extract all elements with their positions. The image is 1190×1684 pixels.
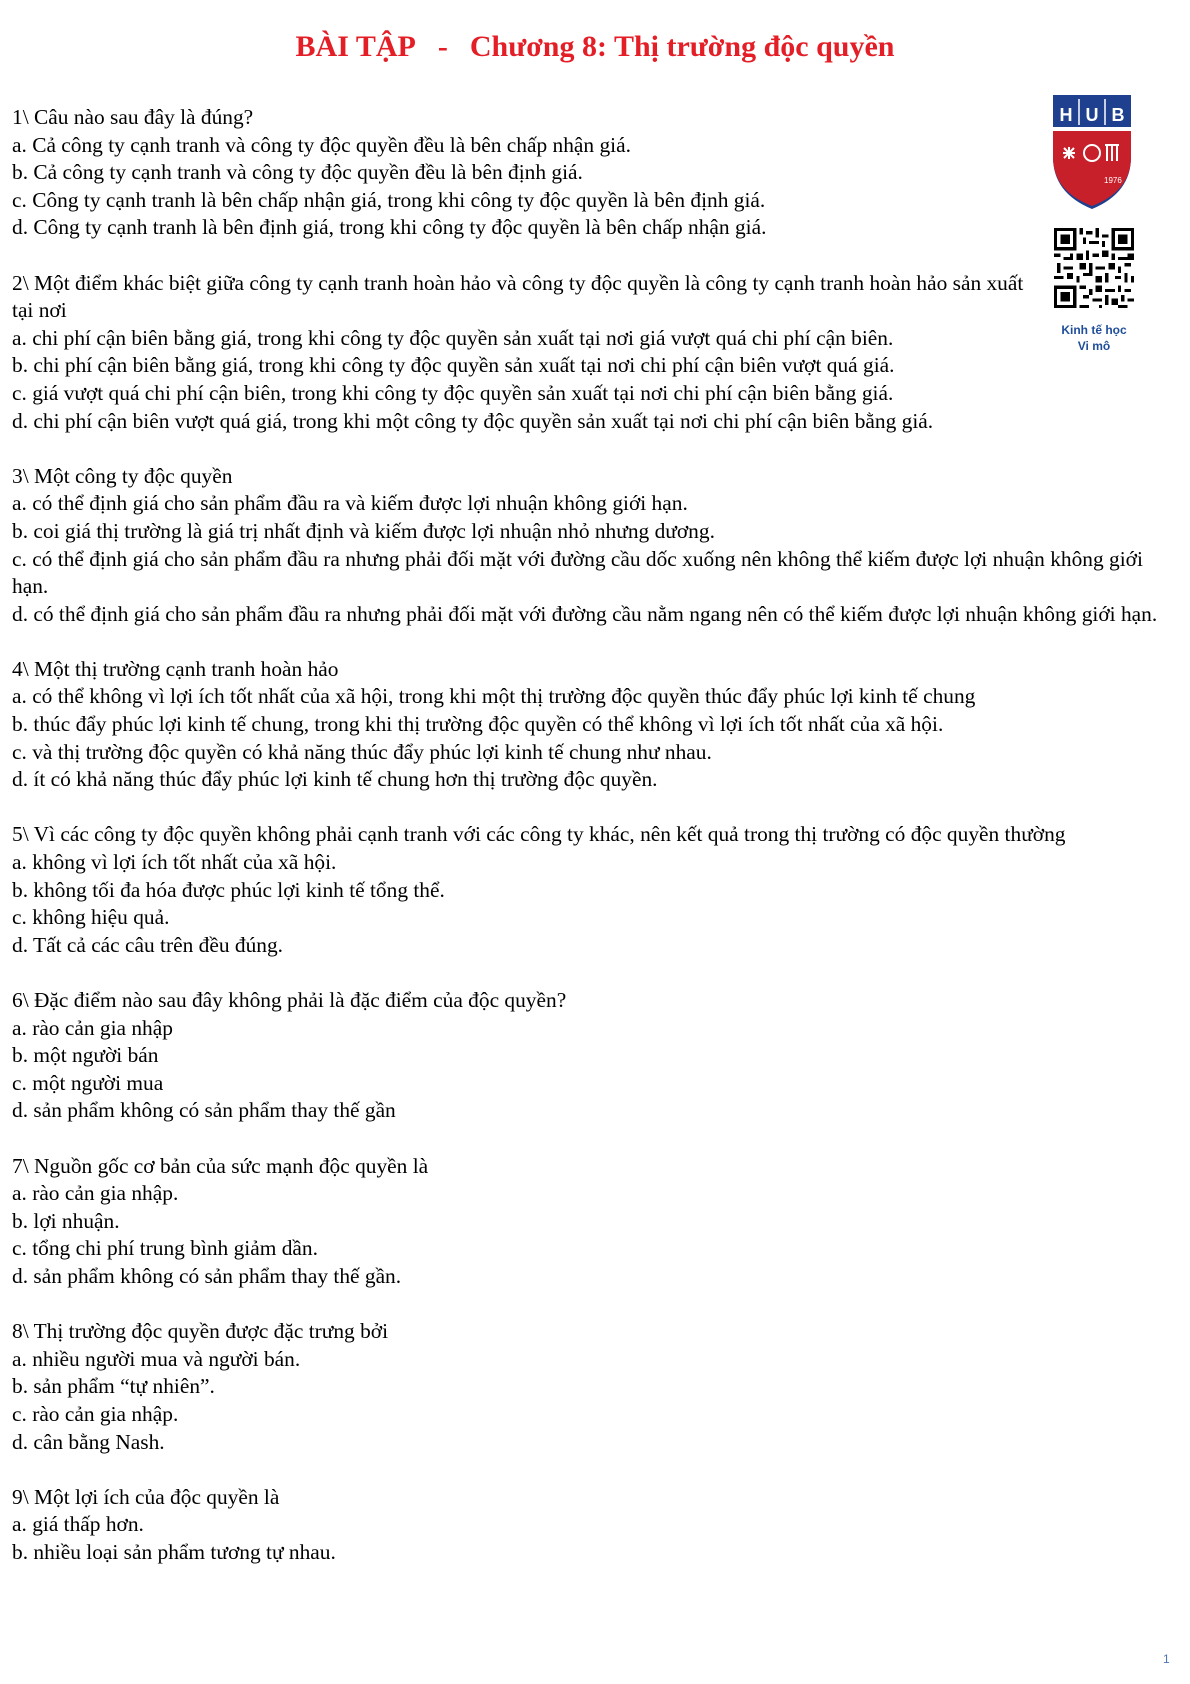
question-9 <box>12 1484 1180 1567</box>
option-c: c. rào cản gia nhập. <box>12 1401 179 1426</box>
option-c: c. Công ty cạnh tranh là bên chấp nhận giá, trong khi công ty độc quyền là bên định giá. <box>12 187 766 212</box>
option-d: d. sản phẩm không có sản phẩm thay thế gần <box>12 1098 396 1123</box>
page-number: 1 <box>1163 1652 1170 1666</box>
question-1 <box>12 104 1180 242</box>
option-a: a. có thể không vì lợi ích tốt nhất của xã hội, trong khi một thị trường độc quyền thúc đẩy phúc lợi kinh tế chung <box>12 684 976 709</box>
title-part2: Chương 8: Thị trường độc quyền <box>469 30 895 63</box>
option-d: d. ít có khả năng thúc đẩy phúc lợi kinh tế chung hơn thị trường độc quyền. <box>12 767 658 792</box>
question-stem: 7\ Nguồn gốc cơ bản của sức mạnh độc quyền là <box>12 1153 429 1178</box>
logo-letter-b: B <box>1111 105 1125 125</box>
option-b: b. thúc đẩy phúc lợi kinh tế chung, trong khi thị trường độc quyền có thể không vì lợi ích tốt nhất của xã hội. <box>12 712 944 737</box>
question-7 <box>12 1153 1180 1291</box>
qr-caption-line2: Vi mô <box>1077 339 1111 353</box>
title-part1: BÀI TẬP <box>295 30 416 63</box>
option-b: b. chi phí cận biên bằng giá, trong khi công ty độc quyền sản xuất tại nơi chi phí cận biên vượt quá giá. <box>12 353 895 378</box>
question-4 <box>12 656 1180 794</box>
qr-caption-line1: Kinh tế học <box>1061 323 1127 337</box>
option-a: a. chi phí cận biên bằng giá, trong khi công ty độc quyền sản xuất tại nơi giá vượt quá chi phí cận biên. <box>12 325 894 350</box>
logo-letter-u: U <box>1085 105 1099 125</box>
option-c: c. giá vượt quá chi phí cận biên, trong khi công ty độc quyền sản xuất tại nơi chi phí cận biên bằng giá. <box>12 380 894 405</box>
logo-letter-h: H <box>1059 105 1073 125</box>
question-2 <box>12 270 1180 436</box>
question-list <box>12 104 1180 1594</box>
option-b: b. Cả công ty cạnh tranh và công ty độc quyền đều là bên định giá. <box>12 160 583 185</box>
option-b: b. một người bán <box>12 1043 159 1068</box>
option-b: b. sản phẩm “tự nhiên”. <box>12 1374 215 1399</box>
option-a: a. rào cản gia nhập. <box>12 1181 179 1206</box>
question-6 <box>12 987 1180 1125</box>
title-separator: - <box>437 30 448 63</box>
option-b: b. coi giá thị trường là giá trị nhất định và kiếm được lợi nhuận nhỏ nhưng dương. <box>12 518 715 543</box>
question-stem: 8\ Thị trường độc quyền được đặc trưng bởi <box>12 1319 389 1344</box>
page-title <box>0 30 1190 64</box>
question-stem: 1\ Câu nào sau đây là đúng? <box>12 105 254 129</box>
option-c: c. tổng chi phí trung bình giảm dần. <box>12 1236 318 1261</box>
option-d: d. Tất cả các câu trên đều đúng. <box>12 932 284 957</box>
option-c: c. và thị trường độc quyền có khả năng thúc đẩy phúc lợi kinh tế chung như nhau. <box>12 739 712 764</box>
option-c: c. một người mua <box>12 1070 164 1095</box>
option-b: b. nhiều loại sản phẩm tương tự nhau. <box>12 1539 336 1564</box>
question-8 <box>12 1318 1180 1456</box>
option-a: a. có thể định giá cho sản phẩm đầu ra và kiếm được lợi nhuận không giới hạn. <box>12 491 688 516</box>
option-a: a. Cả công ty cạnh tranh và công ty độc quyền đều là bên chấp nhận giá. <box>12 132 631 157</box>
question-stem: 5\ Vì các công ty độc quyền không phải cạnh tranh với các công ty khác, nên kết quả trong thị trường có độc quyền thường <box>12 822 1066 847</box>
logo-year: 1976 <box>1104 176 1122 185</box>
option-d: d. chi phí cận biên vượt quá giá, trong khi một công ty độc quyền sản xuất tại nơi chi phí cận biên bằng giá. <box>12 408 934 433</box>
question-stem: 4\ Một thị trường cạnh tranh hoàn hảo <box>12 656 339 681</box>
option-b: b. lợi nhuận. <box>12 1208 120 1233</box>
question-3 <box>12 463 1180 629</box>
option-d: d. Công ty cạnh tranh là bên định giá, trong khi công ty độc quyền là bên chấp nhận giá. <box>12 215 767 240</box>
option-d: d. cân bằng Nash. <box>12 1429 165 1454</box>
option-c: c. có thể định giá cho sản phẩm đầu ra nhưng phải đối mặt với đường cầu dốc xuống nên không thể kiếm được lợi nhuận không giới hạn. <box>12 546 1143 599</box>
option-c: c. không hiệu quả. <box>12 905 170 930</box>
option-a: a. không vì lợi ích tốt nhất của xã hội. <box>12 850 337 875</box>
option-a: a. giá thấp hơn. <box>12 1512 144 1537</box>
option-b: b. không tối đa hóa được phúc lợi kinh tế tổng thể. <box>12 877 445 902</box>
option-a: a. nhiều người mua và người bán. <box>12 1346 301 1371</box>
option-d: d. sản phẩm không có sản phẩm thay thế gần. <box>12 1263 402 1288</box>
question-stem: 6\ Đặc điểm nào sau đây không phải là đặc điểm của độc quyền? <box>12 988 567 1012</box>
question-stem: 3\ Một công ty độc quyền <box>12 463 233 488</box>
question-stem: 9\ Một lợi ích của độc quyền là <box>12 1484 280 1509</box>
option-a: a. rào cản gia nhập <box>12 1015 173 1040</box>
option-d: d. có thể định giá cho sản phẩm đầu ra nhưng phải đối mặt với đường cầu nằm ngang nên có thể kiếm được lợi nhuận không giới hạn. <box>12 601 1158 626</box>
question-5 <box>12 821 1180 959</box>
question-stem: 2\ Một điểm khác biệt giữa công ty cạnh tranh hoàn hảo và công ty độc quyền là công ty cạnh tranh hoàn hảo sản xuất tại nơi <box>12 270 1024 323</box>
